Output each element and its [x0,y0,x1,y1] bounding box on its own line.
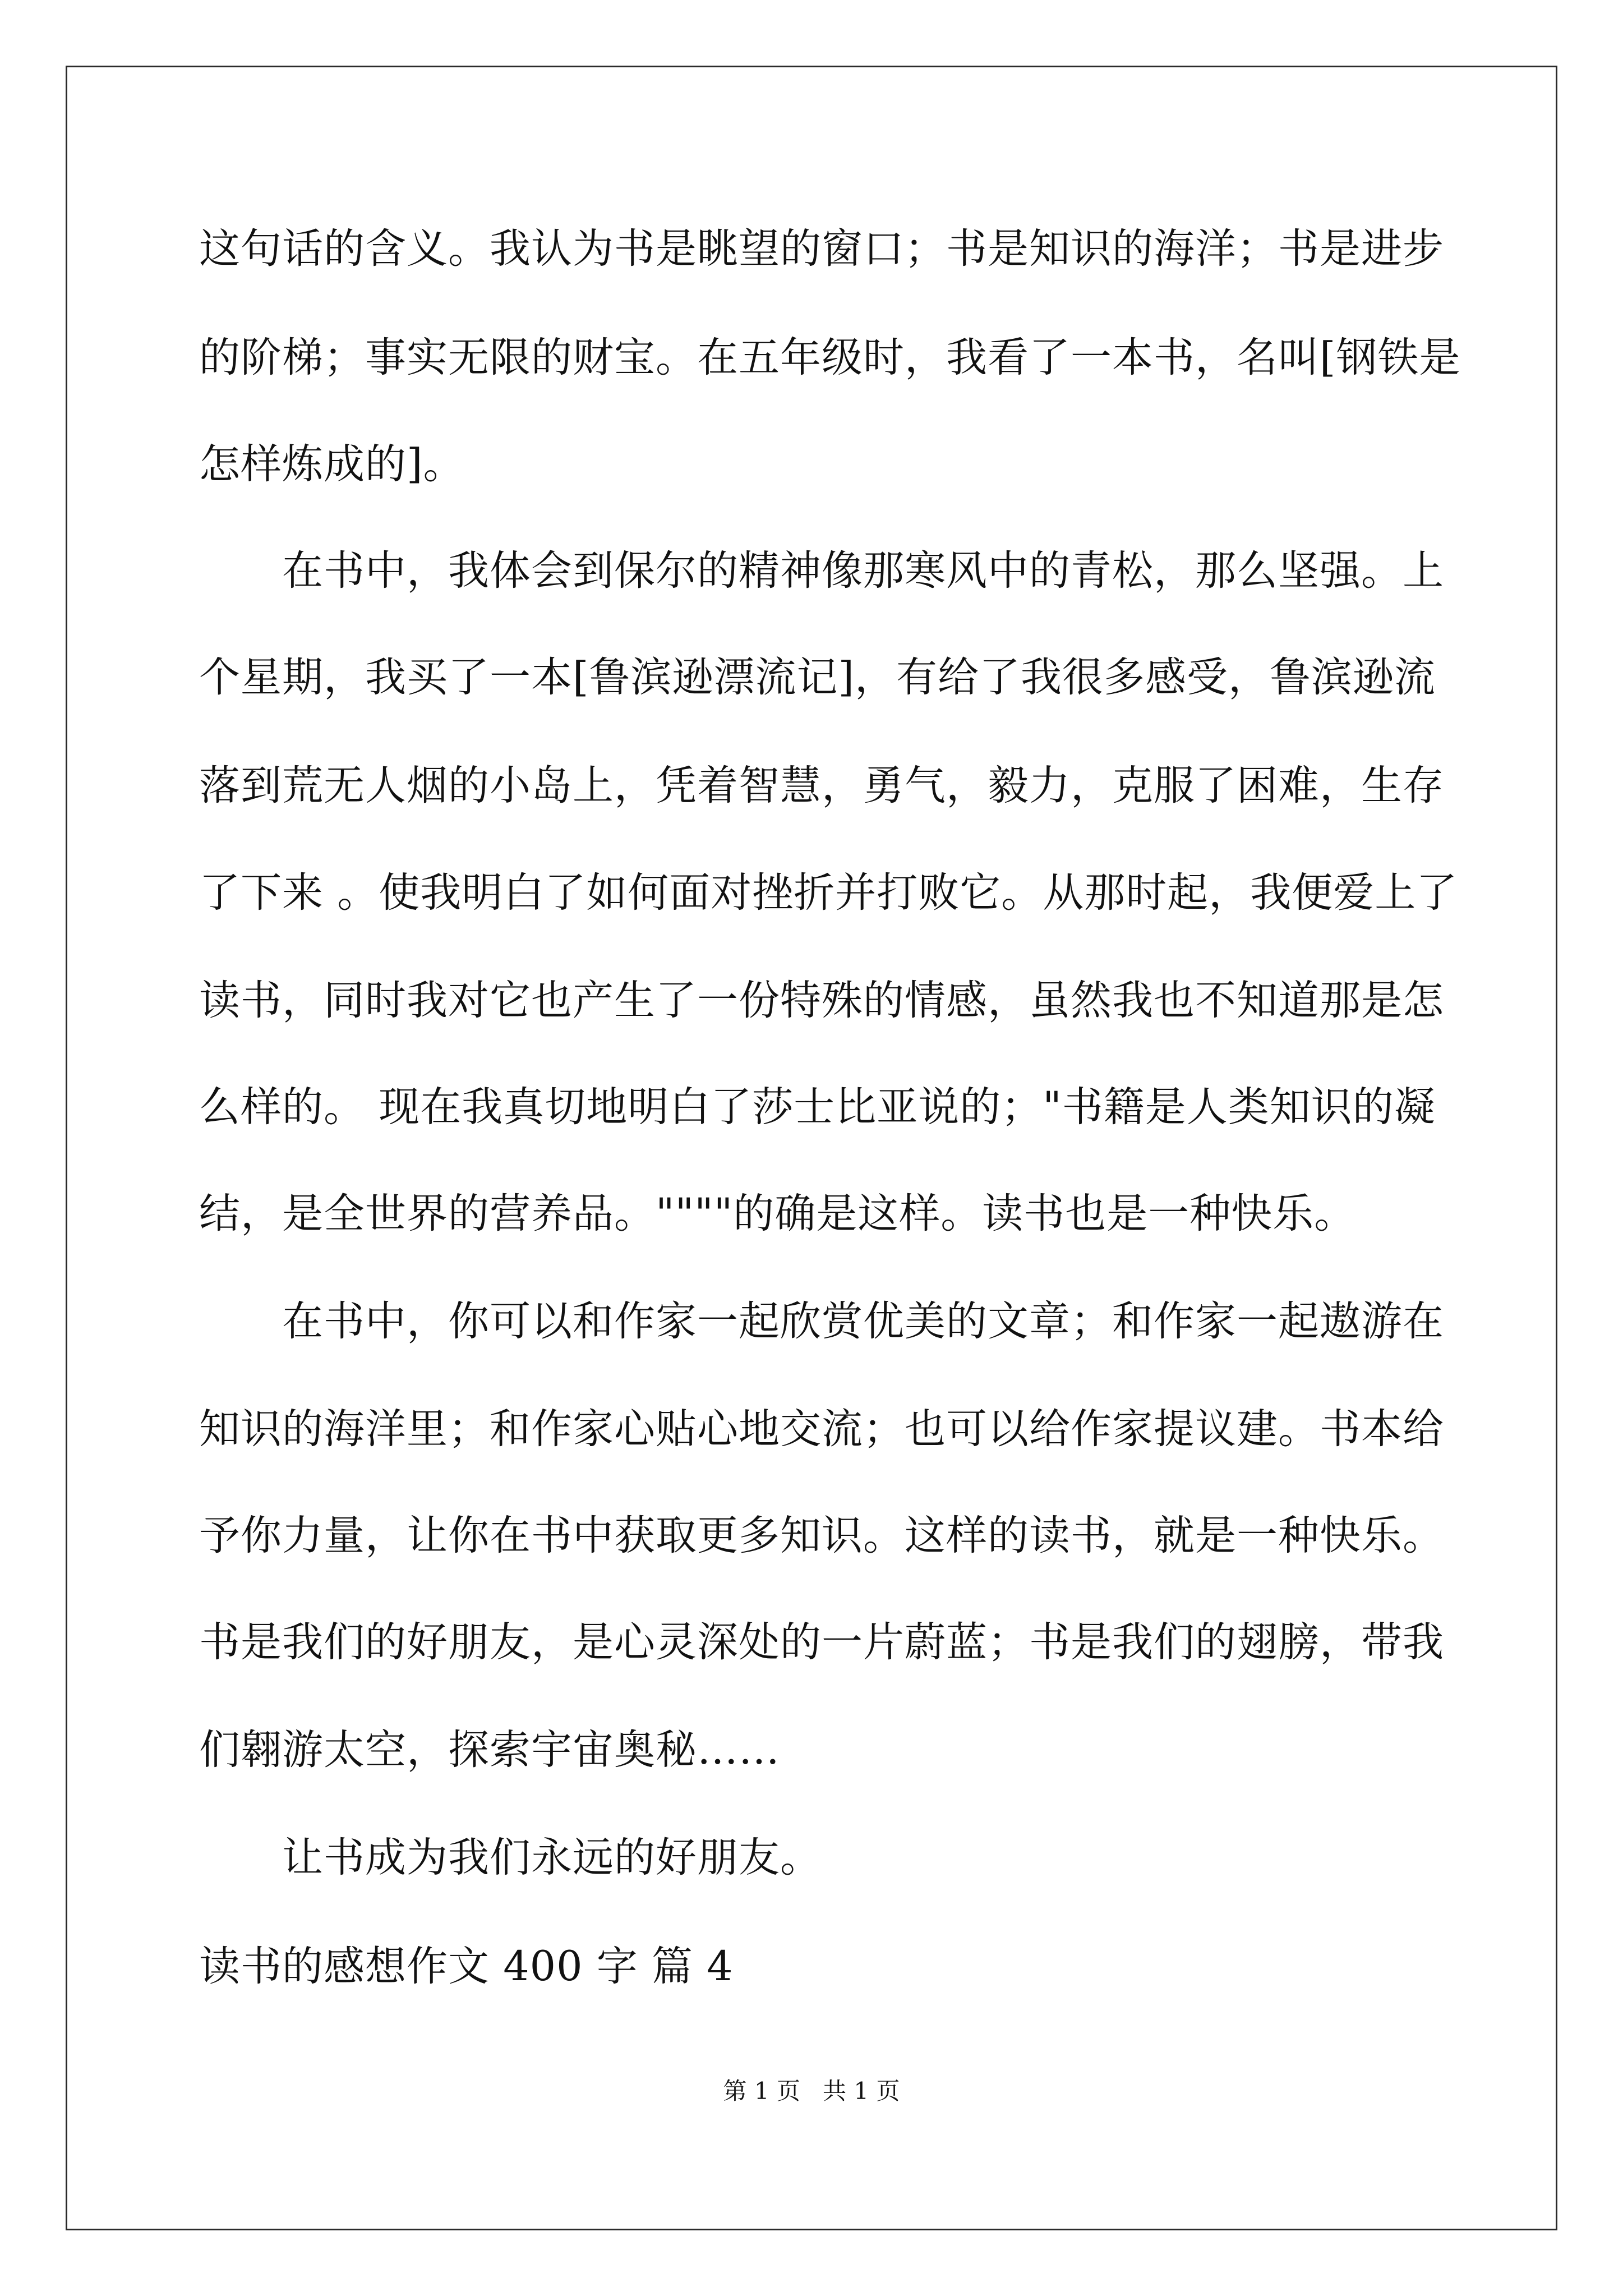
text-line: 在书中，我体会到保尔的精神像那寒风中的青松，那么坚强。上 [282,547,1444,595]
text-line: 了下来 。使我明白了如何面对挫折并打败它。从那时起，我便爱上了 [199,869,1458,917]
text-line: 么样的。 现在我真切地明白了莎士比亚说的；"书籍是人类知识的凝 [199,1083,1436,1131]
text-line: 的阶梯；事实无限的财宝。在五年级时，我看了一本书，名叫[钢铁是 [199,334,1461,381]
text-line: 书是我们的好朋友，是心灵深处的一片蔚蓝；书是我们的翅膀，带我 [199,1618,1444,1666]
text-line: 让书成为我们永远的好朋友。 [282,1834,822,1881]
text-line: 们翱游太空，探索宇宙奥秘…… [199,1726,780,1774]
page-footer: 第 1 页 共 1 页 [723,2077,900,2105]
text-line: 怎样炼成的]。 [199,440,465,488]
text-line: 知识的海洋里；和作家心贴心地交流；也可以给作家提议建。书本给 [199,1405,1444,1453]
text-line: 在书中，你可以和作家一起欣赏优美的文章；和作家一起遨游在 [282,1297,1444,1345]
text-line: 读书，同时我对它也产生了一份特殊的情感，虽然我也不知道那是怎 [199,977,1444,1024]
text-line: 个星期，我买了一本[鲁滨逊漂流记]，有给了我很多感受，鲁滨逊流 [199,654,1436,701]
page-border [66,66,1557,2230]
text-line: 予你力量，让你在书中获取更多知识。这样的读书，就是一种快乐。 [199,1512,1444,1559]
text-line: 这句话的含义。我认为书是眺望的窗口；书是知识的海洋；书是进步 [199,225,1444,273]
text-line: 落到荒无人烟的小岛上，凭着智慧，勇气，毅力，克服了困难，生存 [199,762,1444,809]
text-line: 结，是全世界的营养品。""""的确是这样。读书也是一种快乐。 [199,1190,1356,1237]
section-heading: 读书的感想作文 400 字 篇 4 [199,1943,734,1990]
